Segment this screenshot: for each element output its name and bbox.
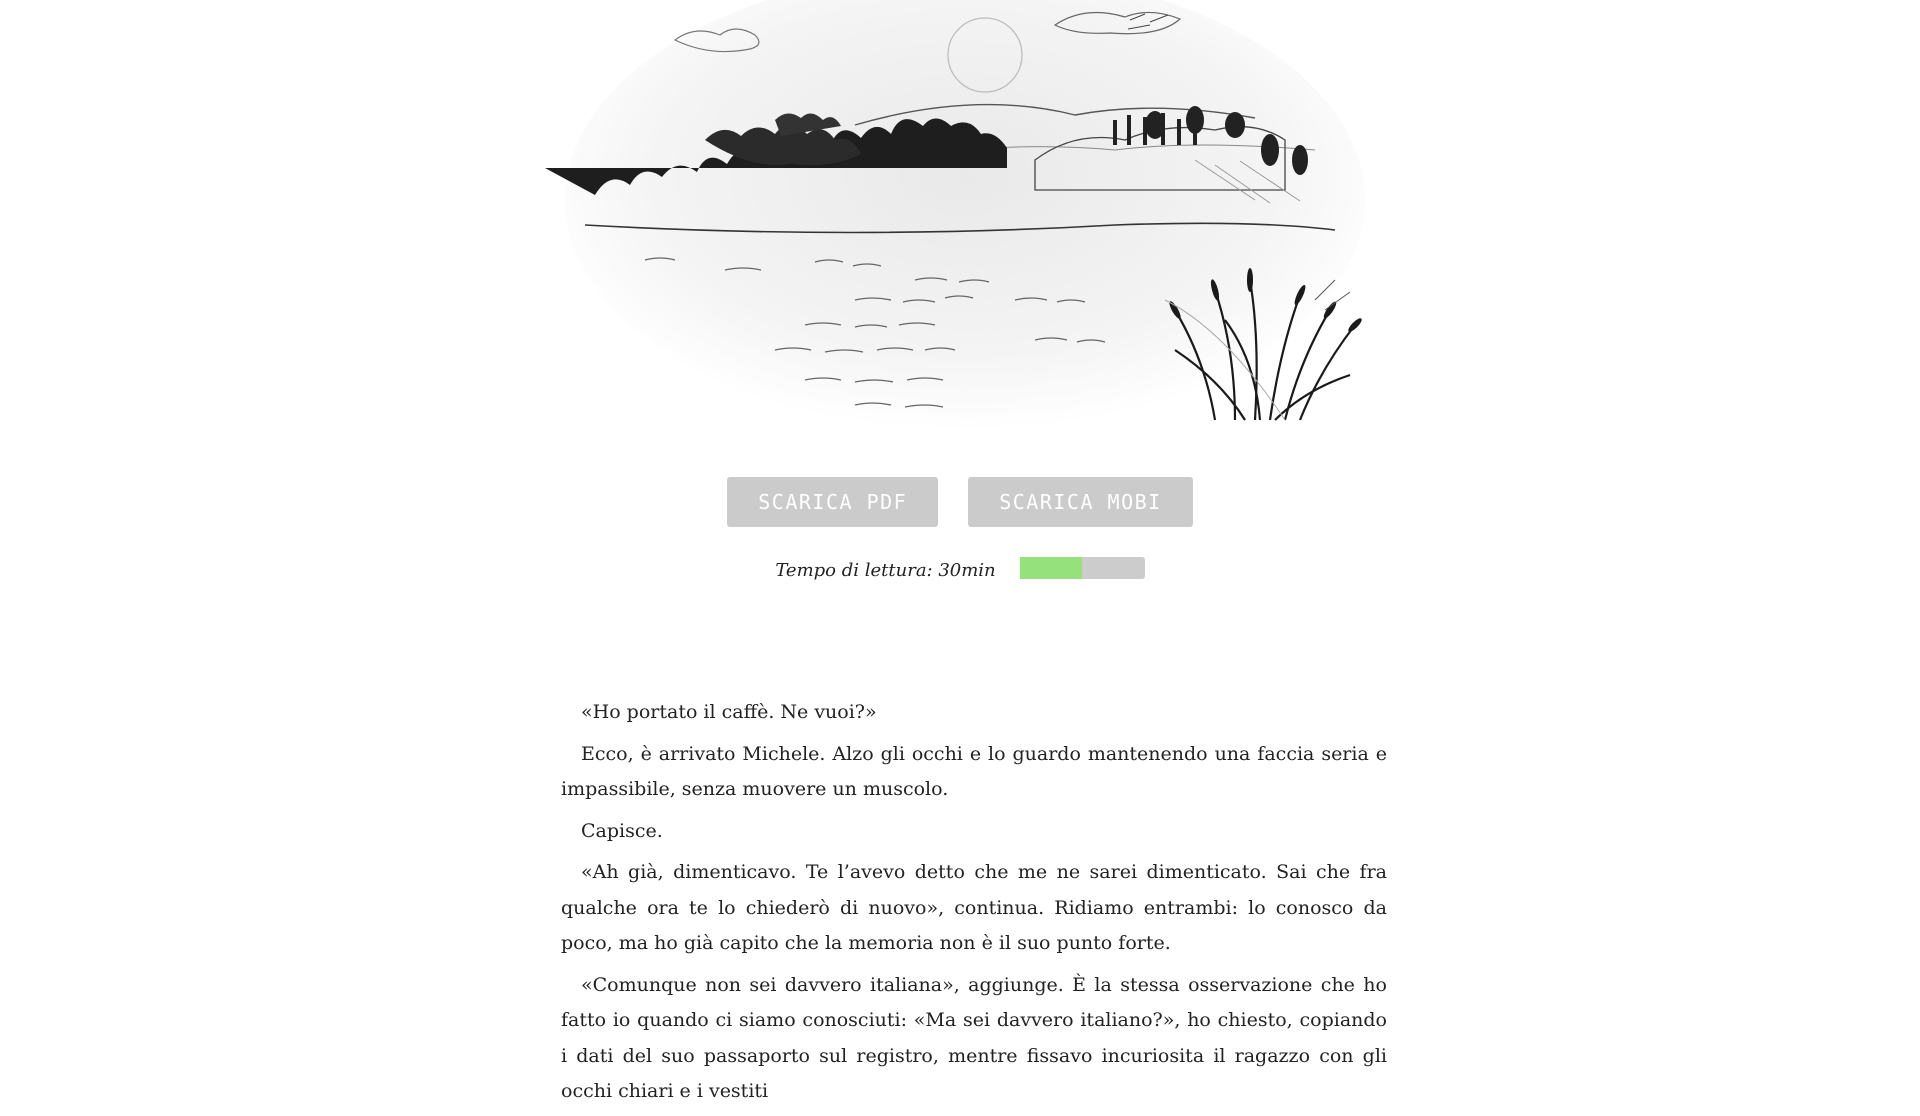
article-paragraph: «Comunque non sei davvero italiana», aggiunge. È la stessa osservazione che ho fatto io quando ci siamo conosciuti: «Ma sei davvero italiano?», ho chiesto, copiando i dati del suo passaporto sul registro, mentre fissavo incuriosita il ragazzo con gli occhi chiari e i vestiti: [561, 973, 1387, 1102]
reading-time-row: [0, 560, 1920, 581]
article-paragraph: Capisce.: [581, 819, 663, 842]
download-pdf-button[interactable]: SCARICA PDF: [727, 477, 938, 527]
article-paragraph: «Ho portato il caffè. Ne vuoi?»: [581, 701, 877, 723]
lake-landscape-sketch-illustration: [555, 0, 1375, 420]
reading-progress-fill: [1020, 557, 1083, 579]
download-buttons: [0, 477, 1920, 527]
article-body: [561, 695, 1387, 1116]
article-paragraph: Ecco, è arrivato Michele. Alzo gli occhi e lo guardo mantenendo una faccia seria e impassibile, senza muovere un muscolo.: [561, 742, 1387, 800]
header-illustration: [555, 0, 1375, 420]
reading-time-label: Tempo di lettura: 30min: [775, 560, 996, 581]
reading-progress-bar: [1020, 557, 1145, 579]
article-paragraph: «Ah già, dimenticavo. Te l’avevo detto che me ne sarei dimenticato. Sai che fra qualche ora te lo chiederò di nuovo», continua. Ridiamo entrambi: lo conosco da poco, ma ho già capito che la memoria non è il suo punto forte.: [561, 861, 1387, 954]
download-mobi-button[interactable]: SCARICA MOBI: [968, 477, 1193, 527]
